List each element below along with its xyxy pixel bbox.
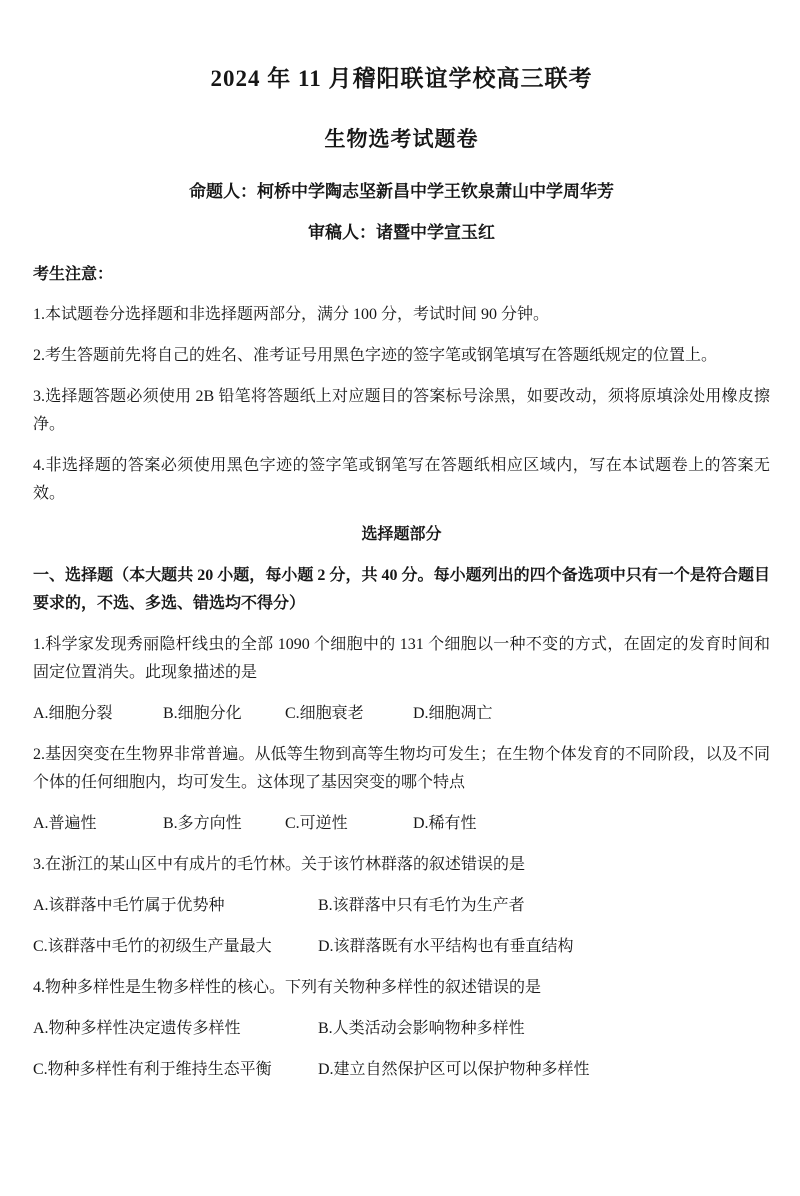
exam-title: 2024 年 11 月稽阳联谊学校高三联考 <box>210 66 593 91</box>
question-1-option-c: C.细胞衰老 <box>285 705 364 722</box>
question-2 <box>33 741 770 838</box>
notice-item-3: 3.选择题答题必须使用 2B 铅笔将答题纸上对应题目的答案标号涂黑，如要改动，须将原填涂处用橡皮擦净。 <box>33 388 770 433</box>
notice-item-4: 4.非选择题的答案必须使用黑色字迹的签字笔或钢笔写在答题纸相应区域内，写在本试题卷上的答案无效。 <box>33 457 770 502</box>
question-4-options-row-1 <box>33 1015 770 1043</box>
question-3-option-d: D.该群落既有水平结构也有垂直结构 <box>318 938 574 955</box>
choice-section-heading: 选择题部分 <box>361 526 442 543</box>
question-4-option-c: C.物种多样性有利于维持生态平衡 <box>33 1061 272 1078</box>
question-1 <box>33 631 770 728</box>
question-1-option-b: B.细胞分化 <box>163 705 242 722</box>
question-4-option-b: B.人类活动会影响物种多样性 <box>318 1020 525 1037</box>
question-1-options <box>33 700 770 728</box>
part-one-title: 一、选择题（本大题共 20 小题，每小题 2 分，共 40 分。每小题列出的四个备选项中只有一个是符合题目要求的，不选、多选、错选均不得分） <box>33 567 770 612</box>
question-2-stem: 2.基因突变在生物界非常普遍。从低等生物到高等生物均可发生；在生物个体发育的不同阶段，以及不同个体的任何细胞内，均可发生。这体现了基因突变的哪个特点 <box>33 746 770 791</box>
question-3 <box>33 851 770 961</box>
question-3-option-a: A.该群落中毛竹属于优势种 <box>33 897 225 914</box>
question-4-options-row-2 <box>33 1056 770 1084</box>
question-4-option-d: D.建立自然保护区可以保护物种多样性 <box>318 1061 590 1078</box>
question-3-options-row-2 <box>33 933 770 961</box>
question-2-option-d: D.稀有性 <box>413 815 477 832</box>
notice-item-1: 1.本试题卷分选择题和非选择题两部分，满分 100 分，考试时间 90 分钟。 <box>33 306 550 323</box>
question-1-stem: 1.科学家发现秀丽隐杆线虫的全部 1090 个细胞中的 131 个细胞以一种不变的方式，在固定的发育时间和固定位置消失。此现象描述的是 <box>33 636 770 681</box>
reviewer-line: 审稿人：诸暨中学宣玉红 <box>308 223 495 242</box>
question-4-option-a: A.物种多样性决定遗传多样性 <box>33 1020 241 1037</box>
question-4-stem: 4.物种多样性是生物多样性的核心。下列有关物种多样性的叙述错误的是 <box>33 979 542 996</box>
proposers-line: 命题人：柯桥中学陶志坚新昌中学王钦泉萧山中学周华芳 <box>189 182 614 201</box>
question-1-option-a: A.细胞分裂 <box>33 705 113 722</box>
notice-heading: 考生注意： <box>33 266 114 283</box>
question-2-options <box>33 810 770 838</box>
exam-subtitle: 生物选考试题卷 <box>324 127 479 151</box>
question-3-stem: 3.在浙江的某山区中有成片的毛竹林。关于该竹林群落的叙述错误的是 <box>33 856 526 873</box>
question-2-option-b: B.多方向性 <box>163 815 242 832</box>
question-2-option-a: A.普遍性 <box>33 815 97 832</box>
question-3-option-b: B.该群落中只有毛竹为生产者 <box>318 897 525 914</box>
notice-item-2: 2.考生答题前先将自己的姓名、准考证号用黑色字迹的签字笔或钢笔填写在答题纸规定的位置上。 <box>33 347 718 364</box>
question-3-option-c: C.该群落中毛竹的初级生产量最大 <box>33 938 272 955</box>
question-2-option-c: C.可逆性 <box>285 815 348 832</box>
question-4 <box>33 974 770 1084</box>
question-1-option-d: D.细胞凋亡 <box>413 705 493 722</box>
question-3-options-row-1 <box>33 892 770 920</box>
